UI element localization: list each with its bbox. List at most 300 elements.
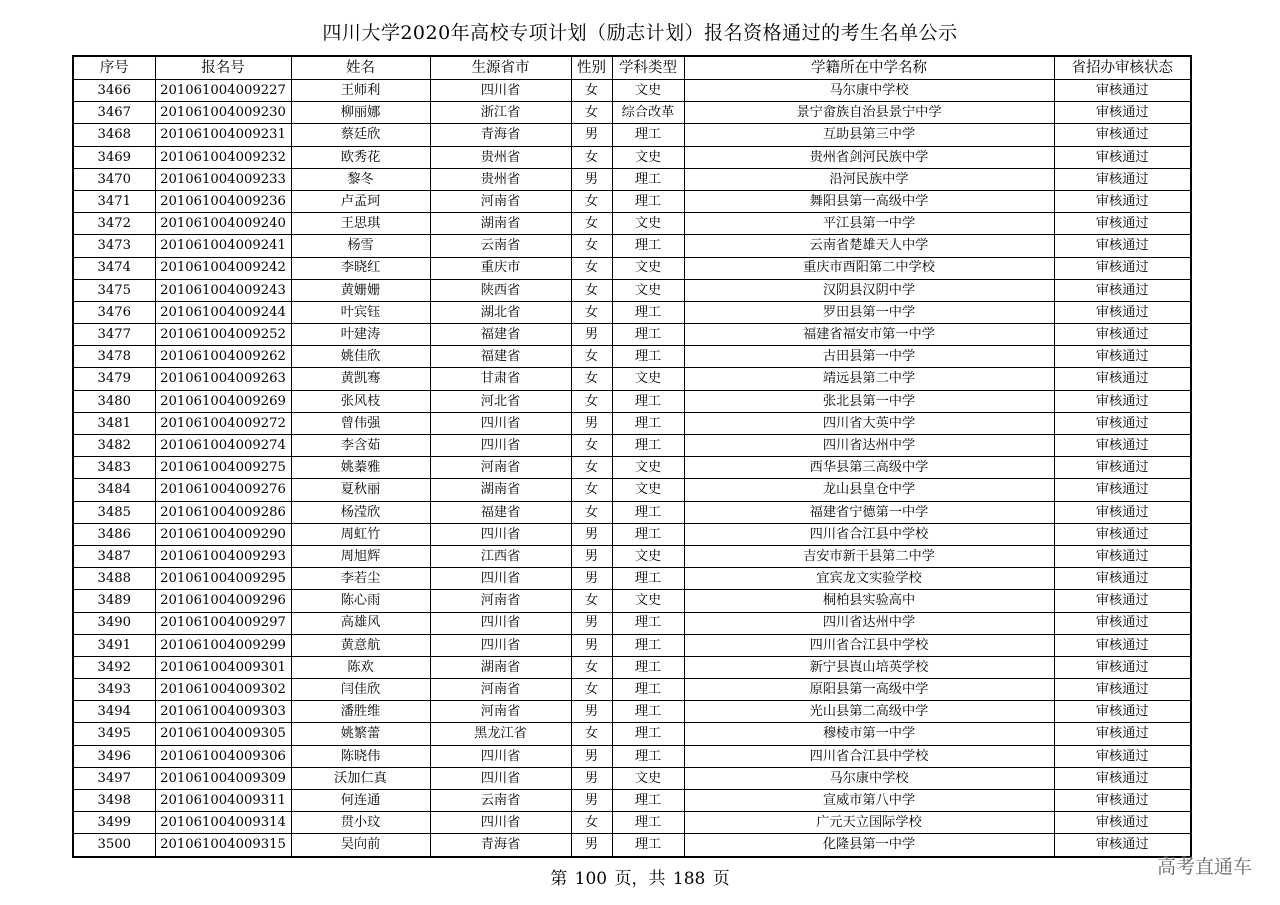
cell-status: 审核通过 [1054,634,1191,656]
cell-province: 青海省 [430,834,571,857]
table-row [73,457,1191,479]
cell-gender: 男 [571,834,612,857]
table-row [73,412,1191,434]
cell-gender: 男 [571,545,612,567]
cell-subject: 理工 [612,745,684,767]
cell-status: 审核通过 [1054,457,1191,479]
cell-subject: 理工 [612,523,684,545]
cell-gender: 女 [571,346,612,368]
cell-subject: 文史 [612,279,684,301]
cell-school: 四川省大英中学 [684,412,1054,434]
cell-index: 3466 [73,80,155,102]
cell-index: 3485 [73,501,155,523]
cell-province: 河南省 [430,590,571,612]
cell-reg-no: 201061004009315 [155,834,291,857]
cell-status: 审核通过 [1054,124,1191,146]
cell-subject: 综合改革 [612,102,684,124]
cell-province: 云南省 [430,235,571,257]
cell-subject: 理工 [612,656,684,678]
cell-name: 周虹竹 [291,523,430,545]
cell-name: 张风枝 [291,390,430,412]
cell-gender: 男 [571,701,612,723]
cell-province: 云南省 [430,790,571,812]
cell-reg-no: 201061004009243 [155,279,291,301]
table-row [73,279,1191,301]
cell-name: 杨滢欣 [291,501,430,523]
table-row [73,146,1191,168]
cell-province: 四川省 [430,745,571,767]
cell-province: 四川省 [430,412,571,434]
table-row [73,767,1191,789]
cell-school: 四川省合江县中学校 [684,523,1054,545]
cell-gender: 男 [571,124,612,146]
cell-province: 四川省 [430,612,571,634]
cell-province: 陕西省 [430,279,571,301]
cell-province: 四川省 [430,80,571,102]
cell-reg-no: 201061004009293 [155,545,291,567]
cell-index: 3473 [73,235,155,257]
cell-index: 3471 [73,190,155,212]
cell-name: 周旭辉 [291,545,430,567]
roster-table [72,55,1192,858]
cell-province: 福建省 [430,346,571,368]
cell-status: 审核通过 [1054,80,1191,102]
cell-name: 黎冬 [291,168,430,190]
cell-school: 吉安市新干县第二中学 [684,545,1054,567]
cell-status: 审核通过 [1054,279,1191,301]
cell-index: 3482 [73,435,155,457]
cell-index: 3475 [73,279,155,301]
cell-subject: 理工 [612,301,684,323]
cell-name: 杨雪 [291,235,430,257]
table-row [73,834,1191,857]
cell-province: 四川省 [430,523,571,545]
cell-index: 3495 [73,723,155,745]
cell-name: 陈心雨 [291,590,430,612]
cell-name: 曾伟强 [291,412,430,434]
cell-gender: 女 [571,190,612,212]
cell-province: 黑龙江省 [430,723,571,745]
cell-school: 互助县第三中学 [684,124,1054,146]
cell-index: 3484 [73,479,155,501]
table-row [73,679,1191,701]
cell-province: 四川省 [430,435,571,457]
cell-index: 3491 [73,634,155,656]
cell-province: 四川省 [430,767,571,789]
cell-province: 河南省 [430,679,571,701]
cell-reg-no: 201061004009244 [155,301,291,323]
table-row [73,102,1191,124]
cell-province: 福建省 [430,324,571,346]
cell-name: 黄姗姗 [291,279,430,301]
cell-school: 舞阳县第一高级中学 [684,190,1054,212]
cell-subject: 理工 [612,346,684,368]
table-row [73,190,1191,212]
cell-reg-no: 201061004009286 [155,501,291,523]
cell-subject: 文史 [612,767,684,789]
cell-status: 审核通过 [1054,745,1191,767]
cell-gender: 女 [571,435,612,457]
cell-reg-no: 201061004009305 [155,723,291,745]
cell-status: 审核通过 [1054,146,1191,168]
cell-name: 何连通 [291,790,430,812]
cell-gender: 女 [571,368,612,390]
cell-gender: 女 [571,501,612,523]
cell-status: 审核通过 [1054,523,1191,545]
cell-province: 浙江省 [430,102,571,124]
table-row [73,656,1191,678]
cell-name: 王师利 [291,80,430,102]
cell-gender: 男 [571,568,612,590]
cell-gender: 女 [571,213,612,235]
cell-school: 靖远县第二中学 [684,368,1054,390]
cell-subject: 理工 [612,124,684,146]
cell-status: 审核通过 [1054,479,1191,501]
cell-index: 3467 [73,102,155,124]
cell-school: 四川省合江县中学校 [684,745,1054,767]
cell-name: 叶宾钰 [291,301,430,323]
cell-index: 3498 [73,790,155,812]
cell-subject: 理工 [612,235,684,257]
cell-name: 柳丽娜 [291,102,430,124]
cell-name: 欧秀花 [291,146,430,168]
cell-school: 福建省宁德第一中学 [684,501,1054,523]
cell-gender: 男 [571,767,612,789]
cell-subject: 理工 [612,324,684,346]
cell-index: 3500 [73,834,155,857]
cell-province: 贵州省 [430,168,571,190]
table-row [73,634,1191,656]
col-header-subject: 学科类型 [612,56,684,80]
cell-status: 审核通过 [1054,235,1191,257]
cell-reg-no: 201061004009309 [155,767,291,789]
table-row [73,390,1191,412]
cell-province: 湖南省 [430,213,571,235]
cell-gender: 女 [571,723,612,745]
cell-subject: 文史 [612,257,684,279]
cell-gender: 女 [571,479,612,501]
cell-school: 马尔康中学校 [684,80,1054,102]
cell-name: 沃加仁真 [291,767,430,789]
cell-index: 3479 [73,368,155,390]
cell-province: 江西省 [430,545,571,567]
cell-status: 审核通过 [1054,812,1191,834]
cell-school: 重庆市酉阳第二中学校 [684,257,1054,279]
cell-school: 新宁县崀山培英学校 [684,656,1054,678]
cell-status: 审核通过 [1054,656,1191,678]
cell-subject: 文史 [612,213,684,235]
cell-name: 吴向前 [291,834,430,857]
cell-index: 3474 [73,257,155,279]
cell-reg-no: 201061004009272 [155,412,291,434]
cell-status: 审核通过 [1054,257,1191,279]
col-header-province: 生源省市 [430,56,571,80]
cell-gender: 女 [571,102,612,124]
table-row [73,723,1191,745]
cell-subject: 理工 [612,390,684,412]
cell-reg-no: 201061004009274 [155,435,291,457]
table-row [73,368,1191,390]
cell-reg-no: 201061004009240 [155,213,291,235]
table-header-row [73,56,1191,80]
cell-gender: 男 [571,324,612,346]
cell-reg-no: 201061004009269 [155,390,291,412]
cell-status: 审核通过 [1054,545,1191,567]
cell-name: 黄凯骞 [291,368,430,390]
cell-subject: 理工 [612,701,684,723]
cell-school: 宜宾龙文实验学校 [684,568,1054,590]
cell-school: 原阳县第一高级中学 [684,679,1054,701]
table-row [73,701,1191,723]
cell-name: 李若尘 [291,568,430,590]
table-row [73,479,1191,501]
table-row [73,790,1191,812]
cell-name: 姚繁蕾 [291,723,430,745]
cell-school: 广元天立国际学校 [684,812,1054,834]
cell-province: 河南省 [430,457,571,479]
cell-province: 四川省 [430,812,571,834]
cell-status: 审核通过 [1054,368,1191,390]
cell-name: 高雄风 [291,612,430,634]
cell-province: 福建省 [430,501,571,523]
cell-subject: 文史 [612,368,684,390]
cell-subject: 文史 [612,479,684,501]
cell-status: 审核通过 [1054,767,1191,789]
cell-gender: 女 [571,590,612,612]
cell-name: 姚佳欣 [291,346,430,368]
cell-province: 贵州省 [430,146,571,168]
cell-reg-no: 201061004009233 [155,168,291,190]
cell-status: 审核通过 [1054,501,1191,523]
table-row [73,80,1191,102]
table-row [73,346,1191,368]
cell-index: 3478 [73,346,155,368]
cell-gender: 女 [571,390,612,412]
cell-gender: 女 [571,235,612,257]
cell-subject: 理工 [612,812,684,834]
cell-province: 河南省 [430,701,571,723]
cell-name: 黄意航 [291,634,430,656]
cell-school: 古田县第一中学 [684,346,1054,368]
cell-subject: 文史 [612,80,684,102]
cell-index: 3488 [73,568,155,590]
cell-index: 3476 [73,301,155,323]
cell-gender: 男 [571,612,612,634]
cell-index: 3496 [73,745,155,767]
cell-reg-no: 201061004009242 [155,257,291,279]
cell-subject: 理工 [612,679,684,701]
cell-name: 夏秋丽 [291,479,430,501]
cell-index: 3481 [73,412,155,434]
cell-status: 审核通过 [1054,701,1191,723]
cell-school: 穆棱市第一中学 [684,723,1054,745]
cell-gender: 男 [571,168,612,190]
cell-index: 3493 [73,679,155,701]
cell-school: 汉阴县汉阴中学 [684,279,1054,301]
cell-gender: 男 [571,634,612,656]
table-row [73,501,1191,523]
table-row [73,235,1191,257]
cell-subject: 文史 [612,457,684,479]
table-row [73,213,1191,235]
roster-body [73,80,1191,857]
cell-school: 沿河民族中学 [684,168,1054,190]
cell-reg-no: 201061004009263 [155,368,291,390]
cell-school: 龙山县皇仓中学 [684,479,1054,501]
cell-gender: 女 [571,146,612,168]
cell-index: 3470 [73,168,155,190]
cell-reg-no: 201061004009306 [155,745,291,767]
cell-status: 审核通过 [1054,390,1191,412]
cell-reg-no: 201061004009295 [155,568,291,590]
cell-name: 叶建涛 [291,324,430,346]
cell-school: 张北县第一中学 [684,390,1054,412]
cell-reg-no: 201061004009311 [155,790,291,812]
cell-reg-no: 201061004009241 [155,235,291,257]
cell-status: 审核通过 [1054,834,1191,857]
cell-province: 河北省 [430,390,571,412]
cell-index: 3497 [73,767,155,789]
table-row [73,590,1191,612]
cell-reg-no: 201061004009301 [155,656,291,678]
cell-gender: 女 [571,457,612,479]
cell-reg-no: 201061004009236 [155,190,291,212]
cell-reg-no: 201061004009276 [155,479,291,501]
cell-province: 湖南省 [430,656,571,678]
cell-province: 四川省 [430,634,571,656]
cell-name: 贯小玟 [291,812,430,834]
cell-index: 3494 [73,701,155,723]
col-header-reg-no: 报名号 [155,56,291,80]
cell-subject: 文史 [612,545,684,567]
cell-reg-no: 201061004009290 [155,523,291,545]
cell-reg-no: 201061004009231 [155,124,291,146]
cell-school: 四川省达州中学 [684,435,1054,457]
table-row [73,301,1191,323]
cell-status: 审核通过 [1054,412,1191,434]
cell-school: 四川省达州中学 [684,612,1054,634]
cell-subject: 理工 [612,501,684,523]
cell-subject: 文史 [612,146,684,168]
cell-reg-no: 201061004009297 [155,612,291,634]
cell-name: 潘胜维 [291,701,430,723]
cell-index: 3480 [73,390,155,412]
cell-index: 3483 [73,457,155,479]
cell-gender: 女 [571,279,612,301]
cell-index: 3477 [73,324,155,346]
cell-subject: 理工 [612,168,684,190]
cell-status: 审核通过 [1054,435,1191,457]
cell-province: 重庆市 [430,257,571,279]
cell-school: 四川省合江县中学校 [684,634,1054,656]
cell-subject: 理工 [612,612,684,634]
cell-index: 3499 [73,812,155,834]
cell-index: 3469 [73,146,155,168]
cell-name: 王思琪 [291,213,430,235]
cell-name: 陈欢 [291,656,430,678]
cell-status: 审核通过 [1054,612,1191,634]
cell-status: 审核通过 [1054,213,1191,235]
cell-name: 李含茹 [291,435,430,457]
cell-subject: 理工 [612,723,684,745]
table-row [73,545,1191,567]
cell-status: 审核通过 [1054,102,1191,124]
cell-status: 审核通过 [1054,590,1191,612]
cell-index: 3489 [73,590,155,612]
cell-school: 宣威市第八中学 [684,790,1054,812]
cell-reg-no: 201061004009232 [155,146,291,168]
cell-school: 贵州省剑河民族中学 [684,146,1054,168]
cell-name: 卢孟珂 [291,190,430,212]
cell-gender: 女 [571,257,612,279]
col-header-school: 学籍所在中学名称 [684,56,1054,80]
col-header-index: 序号 [73,56,155,80]
cell-school: 罗田县第一中学 [684,301,1054,323]
cell-reg-no: 201061004009230 [155,102,291,124]
page-footer: 第 100 页，共 188 页 [550,869,730,889]
cell-school: 云南省楚雄天人中学 [684,235,1054,257]
cell-index: 3492 [73,656,155,678]
cell-province: 青海省 [430,124,571,146]
cell-index: 3472 [73,213,155,235]
cell-status: 审核通过 [1054,168,1191,190]
cell-school: 桐柏县实验高中 [684,590,1054,612]
cell-subject: 理工 [612,190,684,212]
cell-name: 李晓红 [291,257,430,279]
cell-province: 湖南省 [430,479,571,501]
cell-reg-no: 201061004009299 [155,634,291,656]
table-row [73,324,1191,346]
cell-gender: 女 [571,656,612,678]
cell-index: 3468 [73,124,155,146]
cell-subject: 理工 [612,412,684,434]
cell-reg-no: 201061004009262 [155,346,291,368]
cell-reg-no: 201061004009227 [155,80,291,102]
cell-reg-no: 201061004009296 [155,590,291,612]
cell-province: 湖北省 [430,301,571,323]
cell-gender: 女 [571,80,612,102]
cell-reg-no: 201061004009314 [155,812,291,834]
cell-province: 甘肃省 [430,368,571,390]
cell-subject: 理工 [612,790,684,812]
cell-school: 马尔康中学校 [684,767,1054,789]
cell-gender: 男 [571,790,612,812]
cell-province: 河南省 [430,190,571,212]
cell-name: 姚蓁雅 [291,457,430,479]
cell-reg-no: 201061004009303 [155,701,291,723]
cell-reg-no: 201061004009252 [155,324,291,346]
cell-subject: 文史 [612,590,684,612]
cell-gender: 男 [571,745,612,767]
cell-index: 3486 [73,523,155,545]
cell-status: 审核通过 [1054,790,1191,812]
cell-index: 3487 [73,545,155,567]
cell-status: 审核通过 [1054,679,1191,701]
cell-gender: 女 [571,679,612,701]
cell-gender: 女 [571,301,612,323]
cell-school: 光山县第二高级中学 [684,701,1054,723]
cell-subject: 理工 [612,435,684,457]
watermark: 高考直通车 [1156,856,1252,878]
table-row [73,257,1191,279]
table-row [73,435,1191,457]
table-row [73,612,1191,634]
table-row [73,745,1191,767]
cell-gender: 男 [571,412,612,434]
cell-province: 四川省 [430,568,571,590]
cell-school: 西华县第三高级中学 [684,457,1054,479]
cell-status: 审核通过 [1054,190,1191,212]
